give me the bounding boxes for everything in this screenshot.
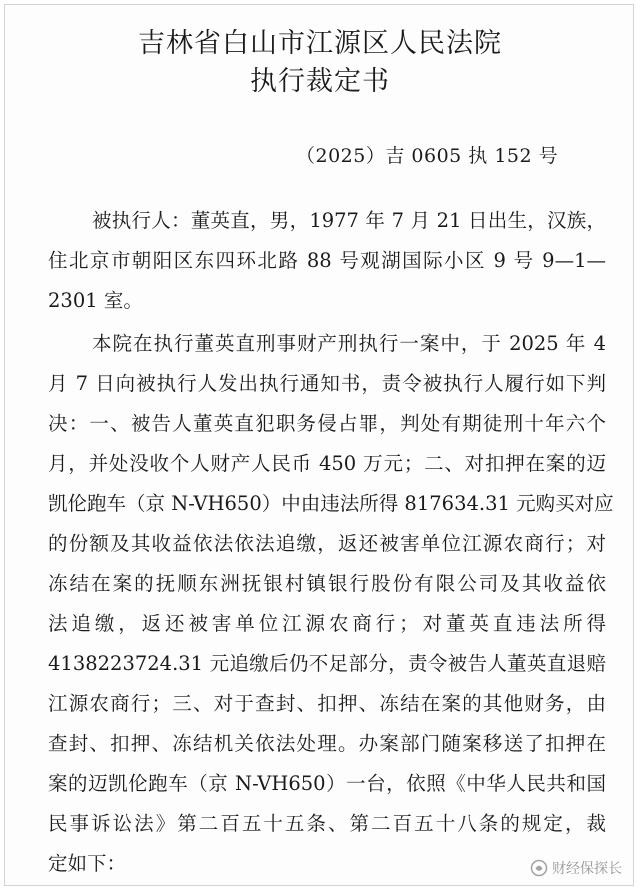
body-line: 江源农商行；三、对于查封、扣押、冻结在案的其他财务，由	[48, 692, 606, 715]
case-number: （2025）吉 0605 执 152 号	[296, 145, 559, 167]
body-line: 法追缴，返还被害单位江源农商行；对董英直违法所得	[48, 612, 606, 635]
body-line: 4138223724.31 元追缴后仍不足部分，责令被告人董英直退赔	[48, 652, 606, 675]
body-line: 被执行人：董英直，男，1977 年 7 月 21 日出生，汉族，	[92, 209, 606, 232]
body-line: 月，并处没收个人财产人民币 450 万元；二、对扣押在案的迈	[48, 452, 606, 475]
body-line: 决：一、被告人董英直犯职务侵占罪，判处有期徒刑十年六个	[48, 412, 606, 435]
body-line: 住北京市朝阳区东四环北路 88 号观湖国际小区 9 号 9—1—	[48, 249, 606, 272]
wechat-channel-icon	[530, 859, 548, 877]
court-name: 吉林省白山市江源区人民法院	[138, 28, 502, 59]
body-line: 本院在执行董英直刑事财产刑执行一案中，于 2025 年 4	[92, 332, 606, 355]
body-line: 查封、扣押、冻结机关依法处理。办案部门随案移送了扣押在	[48, 732, 606, 755]
watermark-text: 财经保探长	[552, 861, 622, 877]
body-line: 凯伦跑车（京 N-VH650）中由违法所得 817634.31 元购买对应	[48, 492, 614, 515]
body-line: 冻结在案的抚顺东洲抚银村镇银行股份有限公司及其收益依	[48, 572, 606, 595]
body-line: 案的迈凯伦跑车（京 N-VH650）一台，依照《中华人民共和国	[48, 772, 606, 795]
body-line: 民事诉讼法》第二百五十五条、第二百五十八条的规定，裁	[48, 812, 606, 835]
body-line: 2301 室。	[48, 289, 143, 312]
document-type-title: 执行裁定书	[250, 66, 390, 97]
watermark	[530, 858, 622, 878]
body-line: 定如下：	[48, 852, 127, 875]
body-line: 月 7 日向被执行人发出执行通知书，责令被执行人履行如下判	[48, 372, 606, 395]
body-line: 的份额及其收益依法依法追缴，返还被害单位江源农商行；对	[48, 532, 606, 555]
